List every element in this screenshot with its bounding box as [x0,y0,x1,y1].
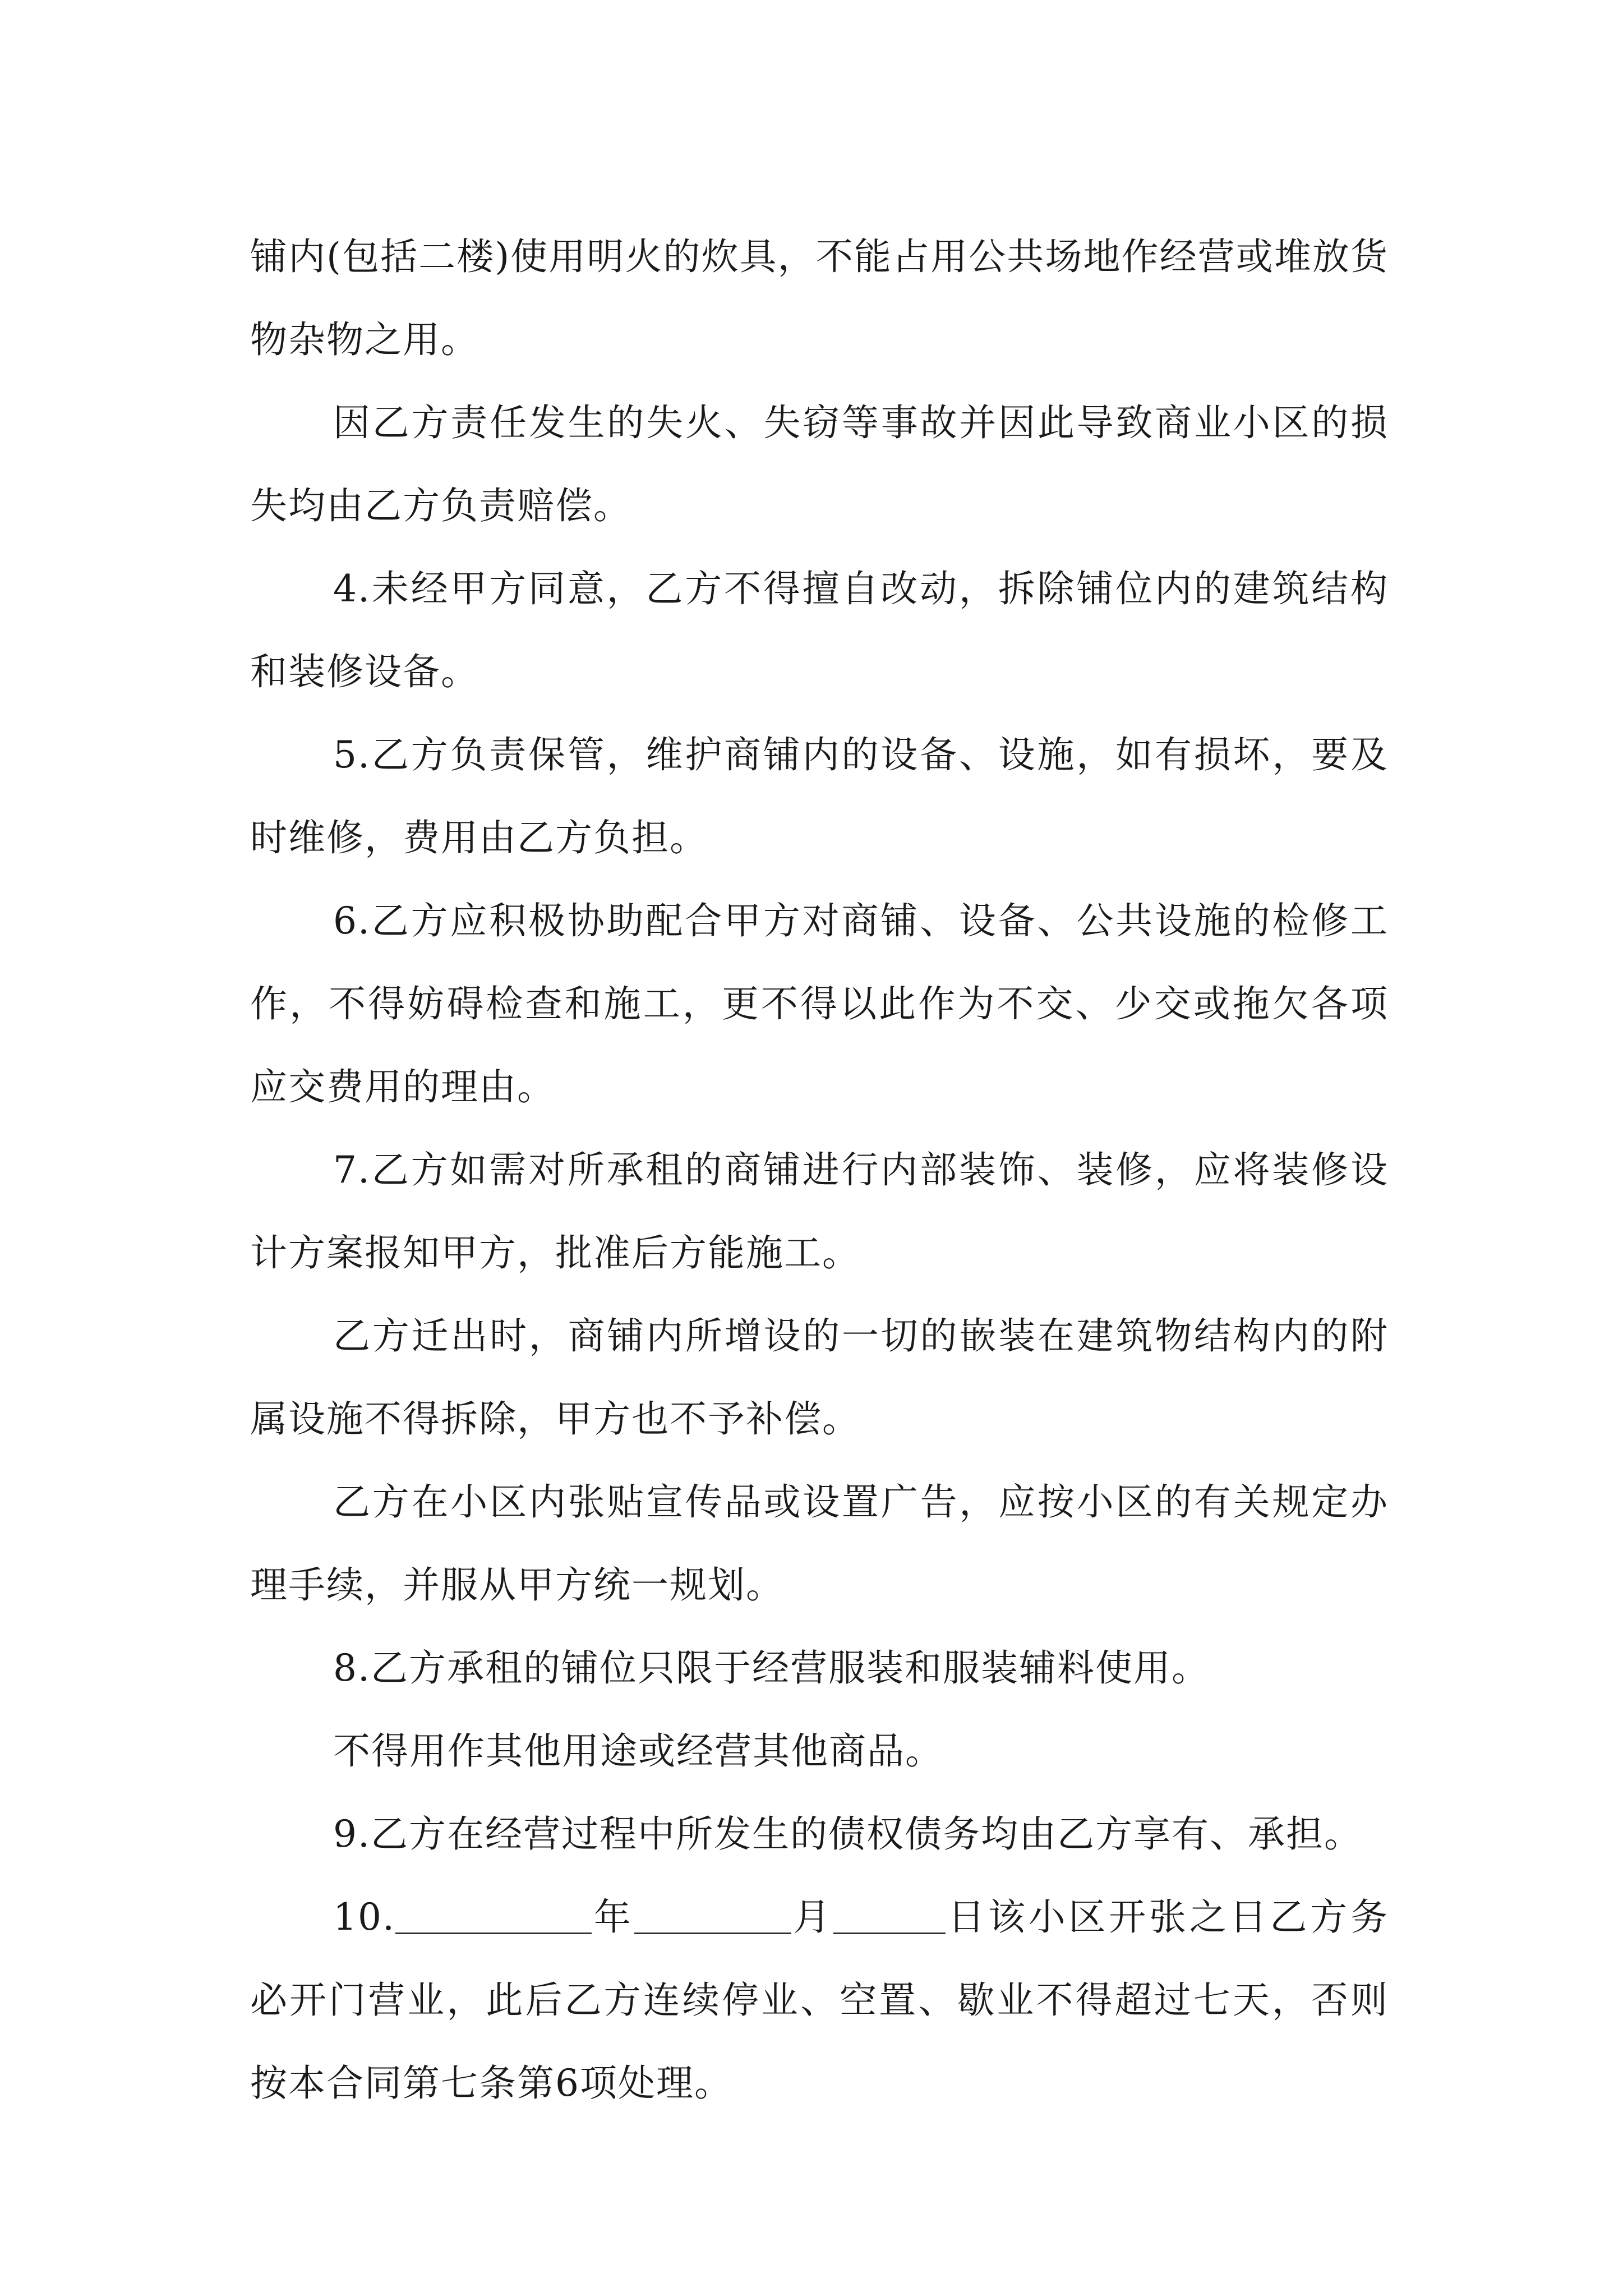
clause-10 [250,1876,1389,2125]
document-body [250,215,1389,2125]
month-label: 月 [791,1895,834,1939]
clause-9: 9.乙方在经营过程中所发生的债权债务均由乙方享有、承担。 [333,1812,1362,1856]
clause-8: 8.乙方承租的铺位只限于经营服装和服装辅料使用。 [333,1646,1210,1690]
clause-7: 7.乙方如需对所承租的商铺进行内部装饰、装修，应将装修设计方案报知甲方，批准后方能施工。 [250,1148,1389,1274]
clause-10-number: 10. [333,1895,395,1939]
year-label: 年 [591,1895,634,1939]
clause-10-text: 日该小区开张之日乙方务必开门营业，此后乙方连续停业、空置、歇业不得超过七天，否则按本合同第七条第6项处理。 [250,1895,1389,2105]
paragraph-fire-safety: 铺内(包括二楼)使用明火的炊具，不能占用公共场地作经营或堆放货物杂物之用。 [250,235,1389,361]
clause-5: 5.乙方负责保管，维护商铺内的设备、设施，如有损坏，要及时维修，费用由乙方负担。 [250,733,1389,859]
year-blank[interactable] [395,1895,592,1934]
clause-4: 4.未经甲方同意，乙方不得擅自改动，拆除铺位内的建筑结构和装修设备。 [250,567,1389,693]
day-blank[interactable] [833,1895,946,1934]
month-blank[interactable] [634,1895,791,1934]
clause-6: 6.乙方应积极协助配合甲方对商铺、设备、公共设施的检修工作，不得妨碍检查和施工，更不得以此作为不交、少交或拖欠各项应交费用的理由。 [250,899,1389,1108]
paragraph-advertising: 乙方在小区内张贴宣传品或设置广告，应按小区的有关规定办理手续，并服从甲方统一规划。 [250,1480,1389,1607]
paragraph-usage-restriction: 不得用作其他用途或经营其他商品。 [333,1729,943,1773]
paragraph-liability: 因乙方责任发生的失火、失窃等事故并因此导致商业小区的损失均由乙方负责赔偿。 [250,401,1389,527]
paragraph-move-out: 乙方迁出时，商铺内所增设的一切的嵌装在建筑物结构内的附属设施不得拆除，甲方也不予补偿。 [250,1314,1389,1441]
